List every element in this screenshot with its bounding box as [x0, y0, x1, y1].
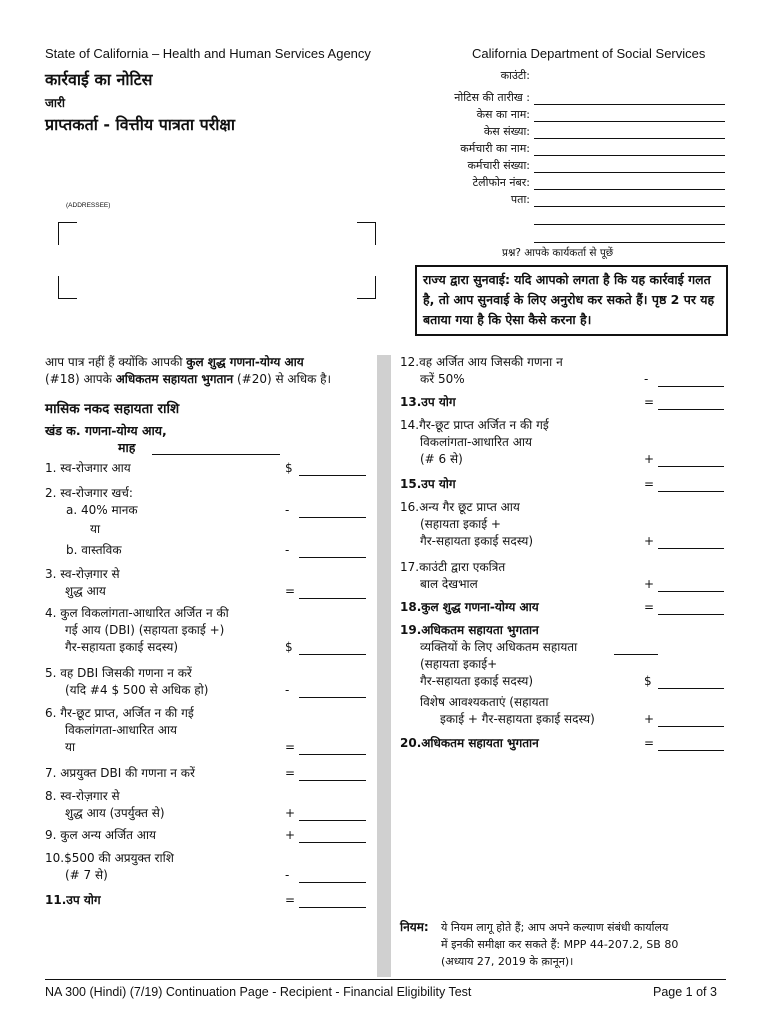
left-item-7-line-3: गैर-सहायता इकाई सदस्य) [65, 640, 179, 654]
right-item-8-amount-field[interactable] [658, 688, 724, 689]
right-item-4-amount-field[interactable] [658, 491, 724, 492]
address-field-3[interactable] [534, 242, 725, 243]
worker-name-field[interactable] [534, 155, 725, 156]
right-item-3-operator: + [644, 452, 655, 466]
right-item-9-line-2: इकाई + गैर-सहायता इकाई सदस्य) [440, 712, 595, 726]
left-item-10-line-1: 7. अप्रयुक्त DBI की गणना न करें [45, 766, 195, 780]
worker-name-label: कर्मचारी का नाम: [460, 142, 530, 155]
right-item-2-operator: = [644, 395, 655, 409]
left-item-6-line-1: 3. स्व-रोज़गार से [45, 567, 120, 581]
right-item-10-line-1: 20.अधिकतम सहायता भुगतान [400, 736, 539, 750]
addressee-label: (ADDRESSEE) [66, 202, 111, 209]
column-divider [377, 355, 391, 977]
left-item-8-amount-field[interactable] [299, 697, 366, 698]
left-item-13-line-2: (# 7 से) [65, 868, 108, 882]
right-item-5-line-3: गैर-सहायता इकाई सदस्य) [420, 534, 534, 548]
rule-line-1: ये नियम लागू होते हैं; आप अपने कल्याण संबंधी कार्यालय [441, 921, 669, 934]
part-a-heading: खंड क. गणना-योग्य आय, [45, 423, 167, 438]
addressee-corner-tl [58, 222, 77, 245]
right-item-6-line-2: बाल देखभाल [420, 577, 478, 591]
right-item-7-amount-field[interactable] [658, 614, 724, 615]
department-name: California Department of Social Services [472, 46, 706, 61]
left-item-7-line-1: 4. कुल विकलांगता-आधारित अर्जित न की [45, 606, 229, 620]
right-item-7-line-1: 18.कुल शुद्ध गणना-योग्य आय [400, 600, 539, 614]
county-label: काउंटी: [500, 69, 530, 82]
month-label: माह [118, 440, 136, 455]
right-item-5-line-1: 16.अन्य गैर छूट प्राप्त आय [400, 500, 520, 514]
right-item-1-operator: - [644, 372, 649, 386]
right-item-1-line-2: करें 50% [420, 372, 465, 386]
address-field-1[interactable] [534, 206, 725, 207]
month-field[interactable] [152, 454, 280, 455]
right-item-1-amount-field[interactable] [658, 386, 724, 387]
telephone-field[interactable] [534, 189, 725, 190]
right-item-3-line-2: विकलांगता-आधारित आय [420, 435, 532, 449]
right-item-7-operator: = [644, 600, 655, 614]
left-item-11-line-2: शुद्ध आय (उपर्युक्त से) [65, 806, 165, 820]
right-item-10-amount-field[interactable] [658, 750, 724, 751]
case-name-label: केस का नाम: [476, 108, 530, 121]
left-item-14-operator: = [285, 893, 296, 907]
left-item-2-line-1: 2. स्व-रोजगार खर्च: [45, 486, 133, 500]
right-item-3-line-3: (# 6 से) [420, 452, 463, 466]
left-item-8-line-1: 5. वह DBI जिसकी गणना न करें [45, 666, 192, 680]
left-item-6-line-2: शुद्ध आय [65, 584, 106, 598]
right-item-8-line-4: गैर-सहायता इकाई सदस्य) [420, 674, 534, 688]
left-item-9-amount-field[interactable] [299, 754, 366, 755]
right-item-2-amount-field[interactable] [658, 409, 724, 410]
left-item-8-operator: - [285, 683, 290, 697]
form-number: NA 300 (Hindi) (7/19) Continuation Page - Recipient - Financial Eligibility Test [45, 985, 472, 999]
left-item-7-amount-field[interactable] [299, 654, 366, 655]
left-item-3-line-1: a. 40% मानक [66, 503, 138, 517]
right-item-3-line-1: 14.गैर-छूट प्राप्त अर्जित न की गई [400, 418, 549, 432]
state-hearing-box: राज्य द्वारा सुनवाई: यदि आपको लगता है कि यह कार्रवाई गलत है, तो आप सुनवाई के लिए अनुरोध कर सकते हैं। पृष्ठ 2 पर यह बताया गया है कि ऐसा कैसे करना है। [415, 265, 728, 336]
right-item-8-line-2: व्यक्तियों के लिए अधिकतम सहायता [420, 640, 578, 654]
left-item-3-amount-field[interactable] [299, 517, 366, 518]
case-number-field[interactable] [534, 138, 725, 139]
left-item-9-line-1: 6. गैर-छूट प्राप्त, अर्जित न की गई [45, 706, 194, 720]
left-item-13-amount-field[interactable] [299, 882, 366, 883]
left-item-8-line-2: (यदि #4 $ 500 से अधिक हो) [65, 683, 209, 697]
left-item-5-line-1: b. वास्तविक [66, 543, 122, 557]
left-item-11-operator: + [285, 806, 296, 820]
notice-subtitle: जारी [45, 96, 66, 110]
addressee-corner-tr [357, 222, 376, 245]
questions-note: प्रश्न? आपके कार्यकर्ता से पूछें [502, 247, 614, 259]
page-number: Page 1 of 3 [653, 985, 717, 999]
left-item-10-amount-field[interactable] [299, 780, 366, 781]
left-item-1-operator: $ [285, 461, 293, 475]
left-item-1-line-1: 1. स्व-रोजगार आय [45, 461, 131, 475]
intro-line-2: (#18) आपके अधिकतम सहायता भुगतान (#20) से अधिक है। [45, 372, 332, 386]
telephone-label: टेलीफोन नंबर: [472, 176, 530, 189]
left-item-5-amount-field[interactable] [299, 557, 366, 558]
notice-date-field[interactable] [534, 104, 725, 105]
case-number-label: केस संख्या: [483, 125, 530, 138]
right-item-4-line-1: 15.उप योग [400, 477, 456, 491]
notice-title: कार्रवाई का नोटिस [45, 70, 153, 89]
right-item-8-line-3: (सहायता इकाई+ [420, 657, 498, 671]
addressee-corner-bl [58, 276, 77, 299]
right-item-8-line-1: 19.अधिकतम सहायता भुगतान [400, 623, 539, 637]
intro-line-1: आप पात्र नहीं हैं क्योंकि आपकी कुल शुद्ध गणना-योग्य आय [45, 355, 304, 369]
left-item-14-line-1: 11.उप योग [45, 893, 101, 907]
left-item-10-operator: = [285, 766, 296, 780]
left-item-13-line-1: 10.$500 की अप्रयुक्त राशि [45, 851, 174, 865]
right-item-4-operator: = [644, 477, 655, 491]
right-item-2-line-1: 13.उप योग [400, 395, 456, 409]
worker-number-field[interactable] [534, 172, 725, 173]
left-item-12-operator: + [285, 828, 296, 842]
left-item-9-operator: = [285, 740, 296, 754]
left-item-14-amount-field[interactable] [299, 907, 366, 908]
notice-date-label: नोटिस की तारीख : [454, 91, 530, 104]
left-item-6-operator: = [285, 584, 296, 598]
right-item-6-line-1: 17.काउंटी द्वारा एकत्रित [400, 560, 506, 574]
rule-label: नियम: [400, 920, 429, 934]
left-item-12-line-1: 9. कुल अन्य अर्जित आय [45, 828, 156, 842]
left-item-7-operator: $ [285, 640, 293, 654]
section-title: मासिक नकद सहायता राशि [45, 401, 180, 417]
right-item-1-line-1: 12.वह अर्जित आय जिसकी गणना न [400, 355, 563, 369]
left-item-7-line-2: गई आय (DBI) (सहायता इकाई +) [65, 623, 225, 637]
left-item-9-line-2: विकलांगता-आधारित आय [65, 723, 177, 737]
right-item-5-amount-field[interactable] [658, 548, 724, 549]
left-item-9-line-3: या [65, 740, 76, 754]
address-field-2[interactable] [534, 224, 725, 225]
left-item-11-line-1: 8. स्व-रोज़गार से [45, 789, 120, 803]
right-item-6-amount-field[interactable] [658, 591, 724, 592]
right-item-10-operator: = [644, 736, 655, 750]
right-item-8-operator: $ [644, 674, 652, 688]
left-item-3-operator: - [285, 503, 290, 517]
right-item-9-line-1: विशेष आवश्यकताएं (सहायता [420, 695, 549, 709]
worker-number-label: कर्मचारी संख्या: [467, 159, 530, 172]
rule-line-3: (अध्याय 27, 2019 के क़ानून)। [441, 955, 574, 968]
right-item-3-amount-field[interactable] [658, 466, 724, 467]
agency-name: State of California – Health and Human Services Agency [45, 46, 371, 61]
left-item-13-operator: - [285, 868, 290, 882]
right-item-5-operator: + [644, 534, 655, 548]
left-item-12-amount-field[interactable] [299, 842, 366, 843]
case-name-field[interactable] [534, 121, 725, 122]
footer-rule [45, 979, 726, 980]
addressee-corner-br [357, 276, 376, 299]
case-info-fields [380, 66, 730, 266]
left-item-6-amount-field[interactable] [299, 598, 366, 599]
right-item-9-operator: + [644, 712, 655, 726]
notice-type: प्राप्तकर्ता - वित्तीय पात्रता परीक्षा [45, 115, 236, 134]
right-item-5-line-2: (सहायता इकाई + [420, 517, 501, 531]
persons-max-aid-field[interactable] [614, 654, 658, 655]
right-item-6-operator: + [644, 577, 655, 591]
right-item-9-amount-field[interactable] [658, 726, 724, 727]
rule-line-2: में इनकी समीक्षा कर सकते हैं: MPP 44-207.2, SB 80 [441, 938, 679, 951]
left-item-11-amount-field[interactable] [299, 820, 366, 821]
left-item-1-amount-field[interactable] [299, 475, 366, 476]
left-item-5-operator: - [285, 543, 290, 557]
address-label: पता: [510, 193, 530, 206]
left-item-4-line-1: या [90, 522, 101, 536]
